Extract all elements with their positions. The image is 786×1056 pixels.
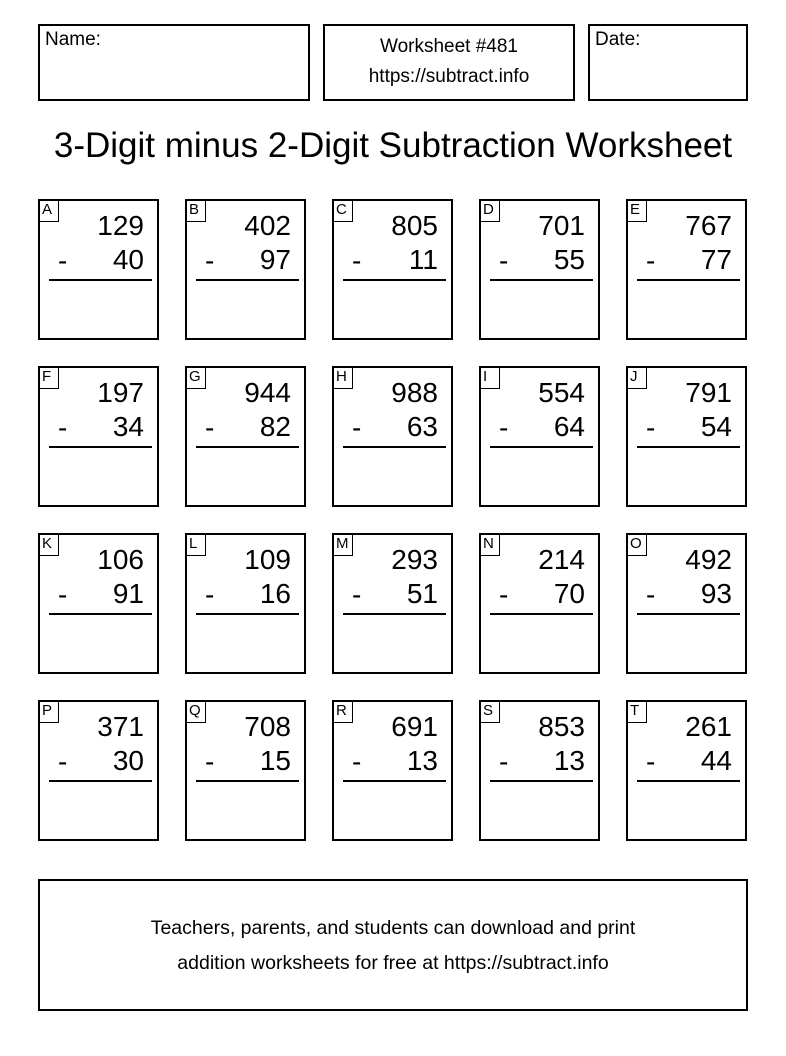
answer-line — [49, 613, 152, 615]
problem-letter: Q — [185, 700, 206, 723]
subtrahend: 54 — [700, 411, 732, 442]
subtrahend: 16 — [259, 578, 291, 609]
minus-sign: - — [352, 746, 362, 777]
problem-card — [185, 199, 306, 340]
minus-sign: - — [352, 245, 362, 276]
answer-line — [490, 279, 593, 281]
answer-line — [490, 613, 593, 615]
problem-letter: L — [185, 533, 206, 556]
minus-sign: - — [499, 579, 509, 610]
problem-letter: D — [479, 199, 500, 222]
minuend: 492 — [685, 544, 732, 575]
answer-line — [490, 780, 593, 782]
minuend: 853 — [538, 711, 585, 742]
problem-card — [185, 366, 306, 507]
answer-line — [196, 279, 299, 281]
problem-card — [479, 533, 600, 674]
problem-card — [332, 199, 453, 340]
subtrahend: 70 — [553, 578, 585, 609]
problem-card — [626, 700, 747, 841]
answer-line — [49, 446, 152, 448]
problem-letter: M — [332, 533, 353, 556]
answer-line — [637, 780, 740, 782]
answer-line — [49, 279, 152, 281]
subtrahend: 64 — [553, 411, 585, 442]
page-title: 3-Digit minus 2-Digit Subtraction Worksheet — [53, 126, 733, 165]
subtrahend: 44 — [700, 745, 732, 776]
footer-line-2: addition worksheets for free at https://subtract.info — [177, 952, 609, 974]
problem-card — [626, 199, 747, 340]
worksheet-url: https://subtract.info — [368, 66, 530, 87]
answer-line — [196, 780, 299, 782]
problem-card — [38, 700, 159, 841]
subtrahend: 93 — [700, 578, 732, 609]
name-label: Name: — [45, 29, 101, 50]
minus-sign: - — [646, 245, 656, 276]
date-field-box[interactable] — [588, 24, 748, 101]
problem-card — [332, 366, 453, 507]
subtrahend: 34 — [112, 411, 144, 442]
subtrahend: 51 — [406, 578, 438, 609]
minuend: 767 — [685, 210, 732, 241]
minuend: 691 — [391, 711, 438, 742]
subtrahend: 91 — [112, 578, 144, 609]
problem-letter: B — [185, 199, 206, 222]
minuend: 791 — [685, 377, 732, 408]
minus-sign: - — [58, 245, 68, 276]
problem-letter: H — [332, 366, 353, 389]
subtrahend: 82 — [259, 411, 291, 442]
problem-card — [626, 533, 747, 674]
minuend: 214 — [538, 544, 585, 575]
problem-letter: E — [626, 199, 647, 222]
minuend: 402 — [244, 210, 291, 241]
subtrahend: 13 — [406, 745, 438, 776]
minuend: 554 — [538, 377, 585, 408]
worksheet-number: Worksheet #481 — [379, 36, 518, 57]
minus-sign: - — [352, 579, 362, 610]
problem-card — [38, 199, 159, 340]
date-label: Date: — [595, 29, 641, 50]
problem-letter: K — [38, 533, 59, 556]
minus-sign: - — [646, 746, 656, 777]
minus-sign: - — [58, 746, 68, 777]
problem-letter: C — [332, 199, 353, 222]
problem-letter: I — [479, 366, 500, 389]
subtrahend: 30 — [112, 745, 144, 776]
minuend: 701 — [538, 210, 585, 241]
subtrahend: 15 — [259, 745, 291, 776]
problem-letter: J — [626, 366, 647, 389]
subtrahend: 77 — [700, 244, 732, 275]
minus-sign: - — [205, 579, 215, 610]
minuend: 129 — [97, 210, 144, 241]
problem-letter: P — [38, 700, 59, 723]
answer-line — [637, 613, 740, 615]
minuend: 197 — [97, 377, 144, 408]
minus-sign: - — [352, 412, 362, 443]
minuend: 371 — [97, 711, 144, 742]
problem-card — [479, 700, 600, 841]
subtrahend: 97 — [259, 244, 291, 275]
problem-letter: F — [38, 366, 59, 389]
subtrahend: 40 — [112, 244, 144, 275]
minus-sign: - — [58, 412, 68, 443]
minuend: 293 — [391, 544, 438, 575]
subtrahend: 55 — [553, 244, 585, 275]
worksheet-info-box — [323, 24, 575, 101]
problem-card — [185, 533, 306, 674]
problem-card — [38, 533, 159, 674]
answer-line — [343, 446, 446, 448]
problem-letter: O — [626, 533, 647, 556]
footer-note — [38, 879, 748, 1011]
minus-sign: - — [646, 412, 656, 443]
problem-card — [332, 700, 453, 841]
answer-line — [343, 279, 446, 281]
minus-sign: - — [58, 579, 68, 610]
problem-letter: S — [479, 700, 500, 723]
answer-line — [196, 446, 299, 448]
problem-letter: N — [479, 533, 500, 556]
minus-sign: - — [205, 245, 215, 276]
minus-sign: - — [499, 746, 509, 777]
problem-card — [479, 366, 600, 507]
subtrahend: 63 — [406, 411, 438, 442]
minus-sign: - — [499, 245, 509, 276]
minuend: 805 — [391, 210, 438, 241]
problem-card — [626, 366, 747, 507]
answer-line — [637, 279, 740, 281]
problem-letter: T — [626, 700, 647, 723]
answer-line — [343, 780, 446, 782]
problem-letter: G — [185, 366, 206, 389]
answer-line — [343, 613, 446, 615]
answer-line — [637, 446, 740, 448]
answer-line — [196, 613, 299, 615]
minuend: 106 — [97, 544, 144, 575]
problem-card — [38, 366, 159, 507]
minus-sign: - — [646, 579, 656, 610]
subtrahend: 11 — [408, 244, 438, 275]
footer-line-1: Teachers, parents, and students can download and print — [150, 917, 636, 939]
problem-letter: R — [332, 700, 353, 723]
subtrahend: 13 — [553, 745, 585, 776]
minus-sign: - — [205, 412, 215, 443]
minus-sign: - — [499, 412, 509, 443]
minuend: 261 — [685, 711, 732, 742]
problem-letter: A — [38, 199, 59, 222]
minuend: 944 — [244, 377, 291, 408]
problem-card — [332, 533, 453, 674]
problem-card — [479, 199, 600, 340]
minuend: 109 — [244, 544, 291, 575]
answer-line — [49, 780, 152, 782]
minuend: 988 — [391, 377, 438, 408]
problem-card — [185, 700, 306, 841]
name-field-box[interactable] — [38, 24, 310, 101]
minuend: 708 — [244, 711, 291, 742]
answer-line — [490, 446, 593, 448]
minus-sign: - — [205, 746, 215, 777]
